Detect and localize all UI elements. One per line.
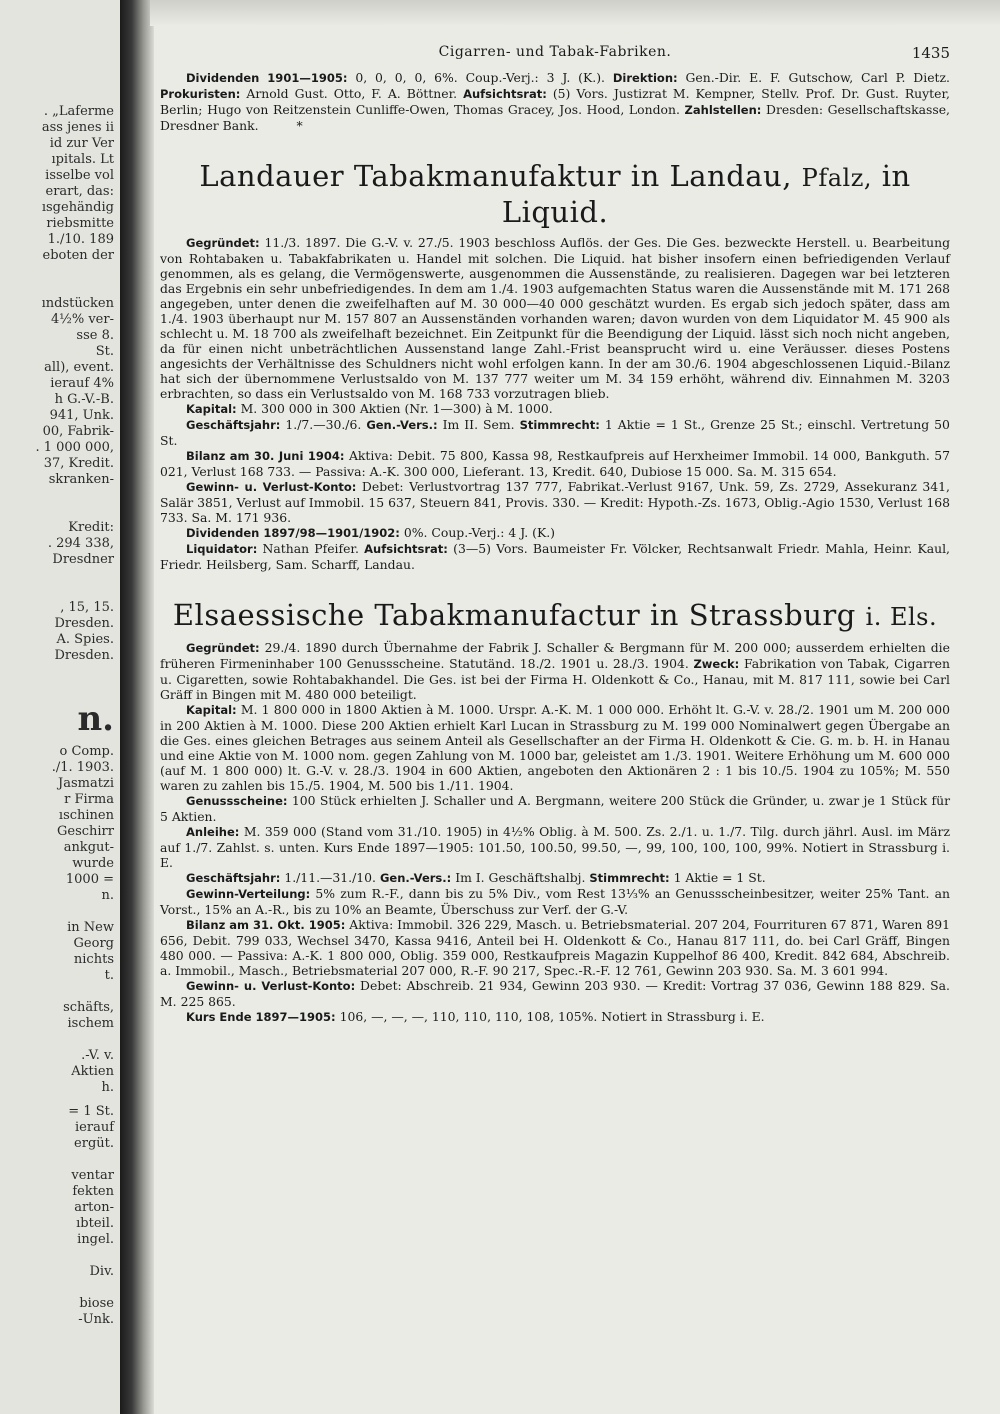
elsaessische-title-main: Elsaessische Tabakmanufactur in Strassburg [172, 598, 856, 632]
left-fragment-line: ass jenes ii [41, 120, 114, 135]
left-fragment-line: fekten [72, 1184, 114, 1199]
text: M. 359 000 (Stand vom 31./10. 1905) in 4½% Oblig. à M. 500. Zs. 2./1. u. 1./7. Tilg. durch jährl. Ausl. im März auf 1./7. Zahlst. s. unten. Kurs Ende 1897—1905: 101.50, 100.50, 99.50, —, 99, 100, 100, 100, 99%. Notiert in Strassburg i. E. [160, 824, 950, 870]
left-fragment-line: isselbe vol [45, 168, 114, 183]
elsaessische-title [160, 598, 950, 634]
left-fragment-line: Jasmatzi [58, 776, 114, 791]
left-fragment-line: h. [101, 1080, 114, 1095]
left-fragment-line: Div. [89, 1264, 114, 1279]
left-fragment-line: nichts [73, 952, 114, 967]
left-fragment-line: biose [79, 1296, 114, 1311]
left-fragment-line: h G.-V.-B. [54, 392, 114, 407]
label: Gen.-Vers.: [379, 871, 452, 885]
zahlstellen-text: Dresden: Gesellschaftskasse, Dresdner Bank. [160, 102, 950, 133]
landauer-title-end: in Liquid. [501, 159, 911, 229]
text: M. 300 000 in 300 Aktien (Nr. 1—300) à M. 1000. [240, 401, 553, 416]
text: Debet: Abschreib. 21 934, Gewinn 203 930. — Kredit: Vortrag 37 036, Gewinn 188 829. Sa. M. 225 865. [160, 978, 950, 1009]
left-fragment-line: skranken- [48, 472, 114, 487]
prokuristen-text: Arnold Gust. Otto, F. A. Böttner. [246, 86, 458, 101]
landauer-title-main: Landauer Tabakmanufaktur in Landau, [199, 159, 792, 193]
text: M. 1 800 000 in 1800 Aktien à M. 1000. Urspr. A.-K. M. 1 000 000. Erhöht lt. G.-V. v. 28./2. 1901 um M. 200 000 in 200 Aktien à M. 1000. Diese 200 Aktien erhielt Karl Lucan in Strassburg zu M. 199 000 Nominalwert gegen Übergabe an die Ges. eines gleichen Betrages aus seinem Anteil als Gesellschafter an der Firma H. Oldenkott & Cie. G. m. b. H. in Hanau und eine Aktie von M. 1000 nom. gegen Zahlung von M. 1000 bar, geleistet am 1./3. 1901. Weitere Erhöhung um M. 600 000 (auf M. 1 800 000) lt. G.-V. v. 28./3. 1904 in 600 Aktien, angeboten den Aktionären 2 : 1 bis 10./5. 1904 zu 105%; M. 550 waren zu zahlen bis 15./5. 1904, M. 500 bis 1./11. 1904. [160, 702, 950, 793]
elsaessische-anleihe [160, 824, 950, 870]
label: Gen.-Vers.: [366, 418, 438, 432]
left-fragment-line: ankgut- [63, 840, 114, 855]
left-page-fragment [0, 0, 120, 1414]
direktion-text: Gen.-Dir. E. F. Gutschow, Carl P. Dietz. [685, 70, 950, 85]
left-fragment-line: -Unk. [78, 1312, 114, 1327]
text: Aktiva: Immobil. 326 229, Masch. u. Betriebsmaterial. 207 204, Fourrituren 67 871, Waren 891 656, Debit. 799 033, Wechsel 3470, Kassa 9416, Anteil bei H. Oldenkott & Co., Hanau 817 111, do. bei Carl Gräff, Bingen 480 000. — Passiva: A.-K. 1 800 000, Oblig. 359 000, Restkaufpreis Magazin Kuppelhof 86 400, Kredit. 842 684, Abschreib. a. Immobil., Masch., Betriebsmaterial 207 000, R.-F. 90 217, Spec.-R.-F. 12 761, Gewinn 203 930. Sa. M. 3 601 994. [160, 917, 950, 978]
end-mark: * [296, 118, 303, 133]
running-title: Cigarren- und Tabak-Fabriken. [438, 44, 672, 60]
left-fragment-line: 1000 = [65, 872, 114, 887]
elsaessische-genussscheine [160, 793, 950, 824]
left-fragment-line: t. [104, 968, 114, 983]
left-fragment-line: ingel. [77, 1232, 114, 1247]
left-fragment-line: sse 8. [76, 328, 114, 343]
landauer-gewinn [160, 479, 950, 525]
left-fragment-line: ventar [71, 1168, 114, 1183]
left-fragment-line: 1./10. 189 [47, 232, 114, 247]
left-fragment-line: wurde [72, 856, 114, 871]
left-fragment-line: ierauf [75, 1120, 114, 1135]
elsaessische-kapital [160, 702, 950, 793]
prev-entry-block [160, 70, 950, 133]
text: 1./7.—30./6. [285, 417, 362, 432]
left-fragment-line: ısgehändig [41, 200, 114, 215]
zahlstellen-label: Zahlstellen: [684, 103, 762, 117]
label: Bilanz am 31. Okt. 1905: [186, 918, 346, 932]
left-fragment-line: ischem [67, 1016, 114, 1031]
text: Im II. Sem. [442, 417, 515, 432]
elsaessische-verteilung [160, 886, 950, 917]
label: Stimmrecht: [519, 418, 600, 432]
text: 100 Stück erhielten J. Schaller und A. Bergmann, weitere 200 Stück die Gründer, u. zwar je 1 Stück für 5 Aktien. [160, 793, 950, 824]
text: 106, —, —, —, 110, 110, 110, 108, 105%. Notiert in Strassburg i. E. [339, 1009, 765, 1024]
landauer-dividenden [160, 525, 950, 541]
left-fragment-line: arton- [74, 1200, 114, 1215]
label: Gewinn-Verteilung: [186, 887, 311, 901]
left-fragment-line: in New [67, 920, 114, 935]
label: Gegründet: [186, 641, 260, 655]
page-main [160, 44, 950, 1025]
elsaessische-kurs [160, 1009, 950, 1025]
label: Zweck: [693, 657, 740, 671]
left-fragment-line: . 1 000 000, [35, 440, 114, 455]
text: 5% zum R.-F., dann bis zu 5% Div., vom Rest 13⅓% an Genussscheinbesitzer, weiter 25% Tant. an Vorst., 15% an A.-R., bis zu 10% an Beamte, Überschuss zur Verf. der G.-V. [160, 886, 950, 917]
left-fragment-line: Dresden. [54, 648, 114, 663]
left-fragment-line: 4½% ver- [50, 312, 114, 327]
landauer-gegruendet [160, 235, 950, 401]
left-fragment-line: ./1. 1903. [51, 760, 114, 775]
text: Fabrikation von Tabak, Cigarren u. Cigaretten, sowie Rohtabakhandel. Die Ges. ist bei der Firma H. Oldenkott & Co., Hanau, mit M. 817 111, sowie bei Carl Gräff in Bingen mit M. 480 000 beteiligt. [160, 656, 950, 702]
label: Kurs Ende 1897—1905: [186, 1010, 336, 1024]
left-fragment-line: ergüt. [74, 1136, 114, 1151]
label: Aufsichtsrat: [364, 542, 448, 556]
elsaessische-bilanz [160, 917, 950, 978]
text: 29./4. 1890 durch Übernahme der Fabrik J. Schaller & Bergmann für M. 200 000; ausserdem erhielten die früheren Firmeninhaber 100 Genussscheine. Statutänd. 18./2. 1901 u. 28./3. 1904. [160, 640, 950, 671]
text: Debet: Verlustvortrag 137 777, Fabrikat.-Verlust 9167, Unk. 59, Zs. 2729, Assekuranz 341, Salär 3851, Verlust auf Immobil. 15 637, Steuern 841, Provis. 330. — Kredit: Hypoth.-Zs. 1673, Oblig.-Agio 1530, Verlust 168 733. Sa. M. 171 936. [160, 479, 950, 525]
left-fragment-line: Georg [73, 936, 114, 951]
elsaessische-gegruendet [160, 640, 950, 702]
dividenden-label: Dividenden 1901—1905: [186, 71, 348, 85]
aufsichtsrat-label: Aufsichtsrat: [463, 87, 547, 101]
landauer-title [160, 159, 950, 229]
label: Anleihe: [186, 825, 240, 839]
left-fragment-line: Kredit: [68, 520, 114, 535]
label: Bilanz am 30. Juni 1904: [186, 449, 345, 463]
dividenden-text: 0, 0, 0, 0, 6%. Coup.-Verj.: 3 J. (K.). [355, 70, 605, 85]
left-fragment-line: id zur Ver [49, 136, 114, 151]
left-fragment-line: riebsmitte [46, 216, 114, 231]
elsaessische-title-small: i. Els. [865, 603, 938, 631]
elsaessische-gewinn [160, 978, 950, 1009]
text: 1 Aktie = 1 St. [673, 870, 766, 885]
aufsichtsrat-text: (5) Vors. Justizrat M. Kempner, Stellv. Prof. Dr. Gust. Ruyter, Berlin; Hugo von Reitzenstein Cunliffe-Owen, Thomas Gracey, Jos. Hood, London. [160, 86, 950, 117]
left-fragment-line: n. [77, 699, 114, 739]
label: Kapital: [186, 402, 237, 416]
text: 0%. Coup.-Verj.: 4 J. (K.) [403, 525, 555, 540]
label: Gegründet: [186, 236, 260, 250]
text: Nathan Pfeifer. [262, 541, 359, 556]
direktion-label: Direktion: [612, 71, 678, 85]
page-top-shadow [150, 0, 1000, 26]
text: (3—5) Vors. Baumeister Fr. Völcker, Rechtsanwalt Friedr. Mahla, Heinr. Kaul, Friedr. Heilsberg, Sam. Scharff, Landau. [160, 541, 950, 572]
label: Gewinn- u. Verlust-Konto: [186, 979, 356, 993]
label: Geschäftsjahr: [186, 871, 281, 885]
text: Aktiva: Debit. 75 800, Kassa 98, Restkaufpreis auf Herxheimer Immobil. 14 000, Bankguth. 57 021, Verlust 168 733. — Passiva: A.-K. 300 000, Lieferant. 13, Kredit. 640, Dubiose 15 000. Sa. M. 315 654. [160, 448, 950, 479]
text: Im I. Geschäftshalbj. [455, 870, 586, 885]
book-gutter [120, 0, 154, 1414]
label: Liquidator: [186, 542, 258, 556]
left-fragment-line: ındstücken [41, 296, 114, 311]
left-fragment-line: Dresdner [52, 552, 114, 567]
left-fragment-line: ıpitals. Lt [51, 152, 114, 167]
left-fragment-line: eboten der [42, 248, 114, 263]
left-fragment-line: . 294 338, [47, 536, 114, 551]
landauer-geschaeftsjahr [160, 417, 950, 448]
left-fragment-line: o Comp. [59, 744, 114, 759]
text: 11./3. 1897. Die G.-V. v. 27./5. 1903 beschloss Auflös. der Ges. Die Ges. bezweckte Herstell. u. Bearbeitung von Rohtabaken u. Tabakfabrikaten u. Handel mit solchen. Die Liquid. hat bisher insofern einen befriedigenden Verlauf genommen, als es gelang, die Vermögenswerte, ausgenommen die Aussenstände, zu realisieren. Dagegen war bei letzteren das Ergebnis ein sehr unbefriedigendes. In dem am 1./4. 1903 aufgemachten Status waren die Aussenstände mit M. 171 268 angegeben, unter denen die zweifelhaften auf M. 30 000—40 000 geschätzt wurden. Es ergab sich jedoch später, dass am 1./4. 1903 überhaupt nur M. 157 807 an Aussenständen vorhanden waren; davon wurden von dem Liquidator M. 45 900 als schlecht u. M. 18 700 als zweifelhaft bezeichnet. Ein Zeitpunkt für die Beendigung der Liquid. lässt sich noch nicht angeben, da für einen nicht unbeträchtlichen Aussenstand lange Zahl.-Frist beansprucht wird u. eine Veräusser. dieses Postens angesichts der Verhältnisse des Schuldners nicht wohl erfolgen kann. In der am 30./6. 1904 abgeschlossenen Liquid.-Bilanz hat sich der übernommene Verlustsaldo von M. 137 777 weiter um M. 34 159 erhöht, während div. Einnahmen M. 3203 erbrachten, so dass ein Verlustsaldo von M. 168 733 vorzutragen blieb. [160, 235, 950, 401]
left-fragment-line: . „Laferme [43, 104, 114, 119]
text: 1./11.—31./10. [284, 870, 376, 885]
left-fragment-line: St. [95, 344, 114, 359]
left-fragment-line: = 1 St. [68, 1104, 114, 1119]
landauer-bilanz [160, 448, 950, 479]
landauer-kapital [160, 401, 950, 417]
left-fragment-line: ıbteil. [76, 1216, 114, 1231]
label: Stimmrecht: [589, 871, 670, 885]
left-fragment-line: 00, Fabrik- [42, 424, 114, 439]
left-fragment-line: Geschirr [57, 824, 114, 839]
landauer-liquidator [160, 541, 950, 572]
left-fragment-line: schäfts, [63, 1000, 114, 1015]
prokuristen-label: Prokuristen: [160, 87, 241, 101]
left-fragment-line: A. Spies. [56, 632, 114, 647]
left-fragment-line: erart, das: [45, 184, 114, 199]
left-fragment-line: r Firma [64, 792, 114, 807]
label: Geschäftsjahr: [186, 418, 281, 432]
left-fragment-line: all), event. [44, 360, 114, 375]
left-fragment-line: .-V. v. [81, 1048, 114, 1063]
left-fragment-line: ıschinen [58, 808, 114, 823]
left-fragment-line: 37, Kredit. [43, 456, 114, 471]
left-fragment-line: , 15, 15. [60, 600, 114, 615]
left-fragment-line: Aktien [71, 1064, 114, 1079]
landauer-title-small: Pfalz, [801, 164, 872, 192]
page-number: 1435 [911, 44, 950, 62]
left-fragment-line: n. [101, 888, 114, 903]
left-fragment-line: ierauf 4% [50, 376, 114, 391]
left-fragment-line: Dresden. [54, 616, 114, 631]
page-header [160, 44, 950, 70]
label: Kapital: [186, 703, 237, 717]
left-fragment-line: 941, Unk. [49, 408, 114, 423]
text: 1 Aktie = 1 St., Grenze 25 St.; einschl. Vertretung 50 St. [160, 417, 950, 448]
label: Gewinn- u. Verlust-Konto: [186, 480, 357, 494]
label: Dividenden 1897/98—1901/1902: [186, 526, 400, 540]
elsaessische-geschaeftsjahr [160, 870, 950, 886]
label: Genussscheine: [186, 794, 288, 808]
